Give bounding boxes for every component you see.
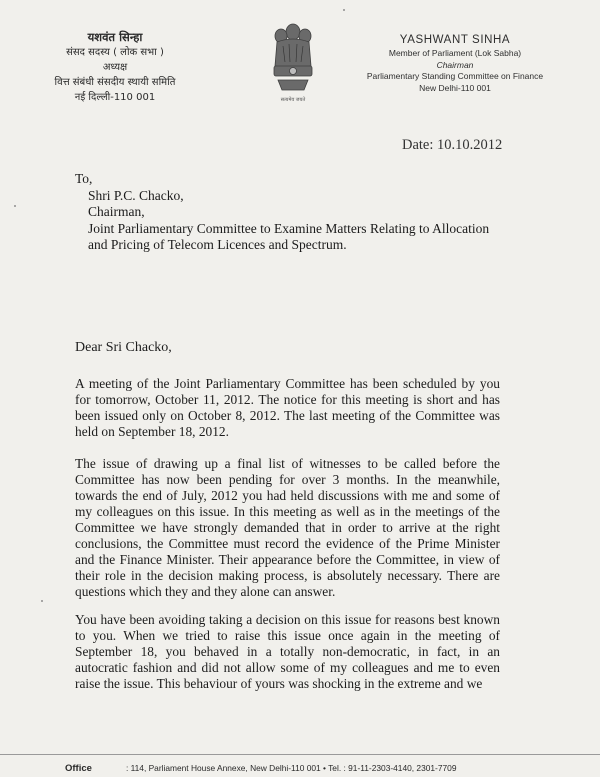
scan-speck (343, 9, 345, 11)
scan-speck (14, 205, 16, 207)
body-paragraph: You have been avoiding taking a decision on this issue for reasons best known to you. When we tried to raise this issue once again in the meeting of September 18, you behaved in a totally non-democratic, in fact, in an autocratic fashion and did not allow some of my colleagues and me to even raise the issue. This behaviour of yours was shocking in the extreme and we (75, 612, 500, 691)
scan-speck (41, 600, 43, 602)
footer (65, 763, 456, 774)
address-committee-line-2: and Pricing of Telecom Licences and Spectrum. (88, 237, 347, 252)
hindi-chair: अध्यक्ष (102, 62, 128, 73)
body-paragraph: A meeting of the Joint Parliamentary Committee has been scheduled by you for tomorrow, October 11, 2012. The notice for this meeting is short and has been issued only on October 8, 2012. The last meeting of the Committee was held on September 18, 2012. (75, 376, 500, 439)
letter-date: Date: 10.10.2012 (402, 137, 503, 153)
english-city: New Delhi-110 001 (419, 82, 491, 93)
address-recipient: Shri P.C. Chacko, (88, 187, 184, 203)
hindi-member: संसद सदस्य ( लोक सभा ) (66, 47, 164, 58)
address-designation: Chairman, (88, 204, 145, 219)
english-name: YASHWANT SINHA (399, 34, 511, 46)
english-chair: Chairman (436, 59, 474, 70)
address-committee-line-1: Joint Parliamentary Committee to Examine Matters Relating to Allocation (88, 220, 490, 236)
footer-label: Office (65, 763, 92, 774)
letterhead-english (360, 33, 550, 94)
english-member: Member of Parliament (Lok Sabha) (388, 48, 522, 58)
hindi-name: यशवंत सिन्हा (87, 30, 143, 44)
salutation: Dear Sri Chacko, (75, 340, 172, 355)
hindi-committee: वित्त संबंधी संसदीय स्थायी समिति (54, 77, 176, 88)
address-to: To, (75, 171, 93, 186)
address-block (75, 171, 489, 254)
hindi-city: नई दिल्ली-110 001 (74, 92, 156, 103)
emblem-motto: सत्यमेव जयते (280, 97, 306, 103)
english-committee: Parliamentary Standing Committee on Finance (366, 71, 544, 81)
footer-divider (0, 754, 600, 755)
footer-address: : 114, Parliament House Annexe, New Delhi-110 001 • Tel. : 91-11-2303-4140, 2301-7709 (125, 763, 457, 773)
letterhead-hindi (20, 30, 210, 105)
body-paragraph: The issue of drawing up a final list of witnesses to be called before the Committee has now been pending for over 3 months. In the meanwhile, towards the end of July, 2012 you had held discussions with me and some of my colleagues on this issue. In this meeting as well as in the meetings of the Committee we have strongly demanded that in order to arrive at the right conclusions, the Committee must record the evidence of the Prime Minister and the Finance Minister. Their appearance before the Committee, in view of their role in the decision making process, is absolutely necessary. There are questions which they and they alone can answer. (75, 456, 500, 599)
